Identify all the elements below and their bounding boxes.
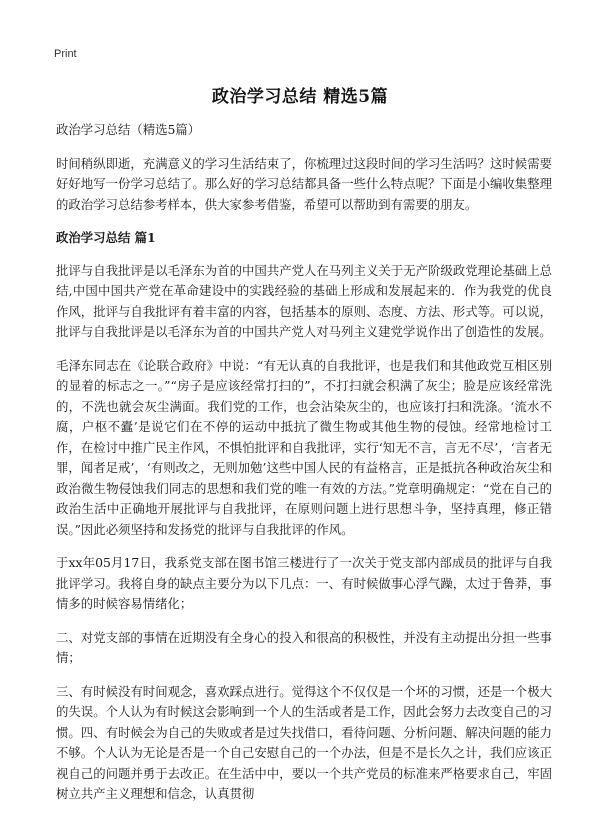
body-paragraph: 批评与自我批评是以毛泽东为首的中国共产党人在马列主义关于无产阶级政党理论基础上总结,中国中国共产党在革命建设中的实践经验的基础上形成和发展起来的．作为我党的优良作风，批评与自我批评有着丰富的内容，包括基本的原则、态度、方法、形式等。可以说，批评与自我批评是以毛泽东为首的中国共产党人对马列主义建党学说作出了创造性的发展。 [56,262,552,339]
body-paragraph: 二、对党支部的事情在近期没有全身心的投入和很高的积极性，并没有主动提出分担一些事情； [56,629,552,665]
intro-paragraph: 时间稍纵即逝，充满意义的学习生活结束了，你梳理过这段时间的学习生活吗？这时候需要好好地写一份学习总结了。那么好的学习总结都具备一些什么特点呢？下面是小编收集整理的政治学习总结参考样本，供大家参考借鉴，希望可以帮助到有需要的朋友。 [56,155,552,212]
article-body [56,120,552,818]
page-title: 政治学习总结 精选5篇 [211,87,389,107]
body-paragraph: 三、有时候没有时间观念，喜欢踩点进行。觉得这个不仅仅是一个坏的习惯，还是一个极大的失误。个人认为有时候这会影响到一个人的生活或者是工作，因此会努力去改变自己的习惯。四、有时候会为自己的失败或者是过失找借口，看待问题、分析问题、解决问题的能力不够。个人认为无论是否是一个自己安慰自己的一个办法，但是不是长久之计，我们应该正视自己的问题并勇于去改正。在生活中中，要以一个共产党员的标准来严格要求自己，牢固树立共产主义理想和信念，认真贯彻 [56,683,552,801]
article-subtitle: 政治学习总结（精选5篇） [56,122,201,137]
print-link[interactable]: Print [54,48,77,60]
body-paragraph: 毛泽东同志在《论联合政府》中说：“有无认真的自我批评，也是我们和其他政党互相区别的显着的标志之一。”“房子是应该经常打扫的”，不打扫就会积满了灰尘；脸是应该经常洗的，不洗也就会灰尘满面。我们党的工作，也会沾染灰尘的，也应该打扫和洗涤。‘流水不腐，户枢不蠹’是说它们在不停的运动中抵抗了微生物或其他生物的侵蚀。经常地检讨工作，在检讨中推广民主作风，不惧怕批评和自我批评，实行‘知无不言，言无不尽’，‘言者无罪，闻者足戒’，‘有则改之，无则加勉’这些中国人民的有益格言，正是抵抗各种政治灰尘和政治微生物侵蚀我们同志的思想和我们党的唯一有效的方法。”党章明确规定：“党在自己的政治生活中正确地开展批评与自我批评，在原则问题上进行思想斗争，坚持真理，修正错误。”因此必须坚持和发扬党的批评与自我批评的作风。 [56,357,552,537]
body-paragraph: 于xx年05月17日，我系党支部在图书馆三楼进行了一次关于党支部内部成员的批评与自我批评学习。我将自身的缺点主要分为以下几点：一、有时候做事心浮气躁，太过于鲁莽，事情多的时候容易情绪化； [56,555,552,611]
section-heading: 政治学习总结 篇1 [56,230,156,245]
